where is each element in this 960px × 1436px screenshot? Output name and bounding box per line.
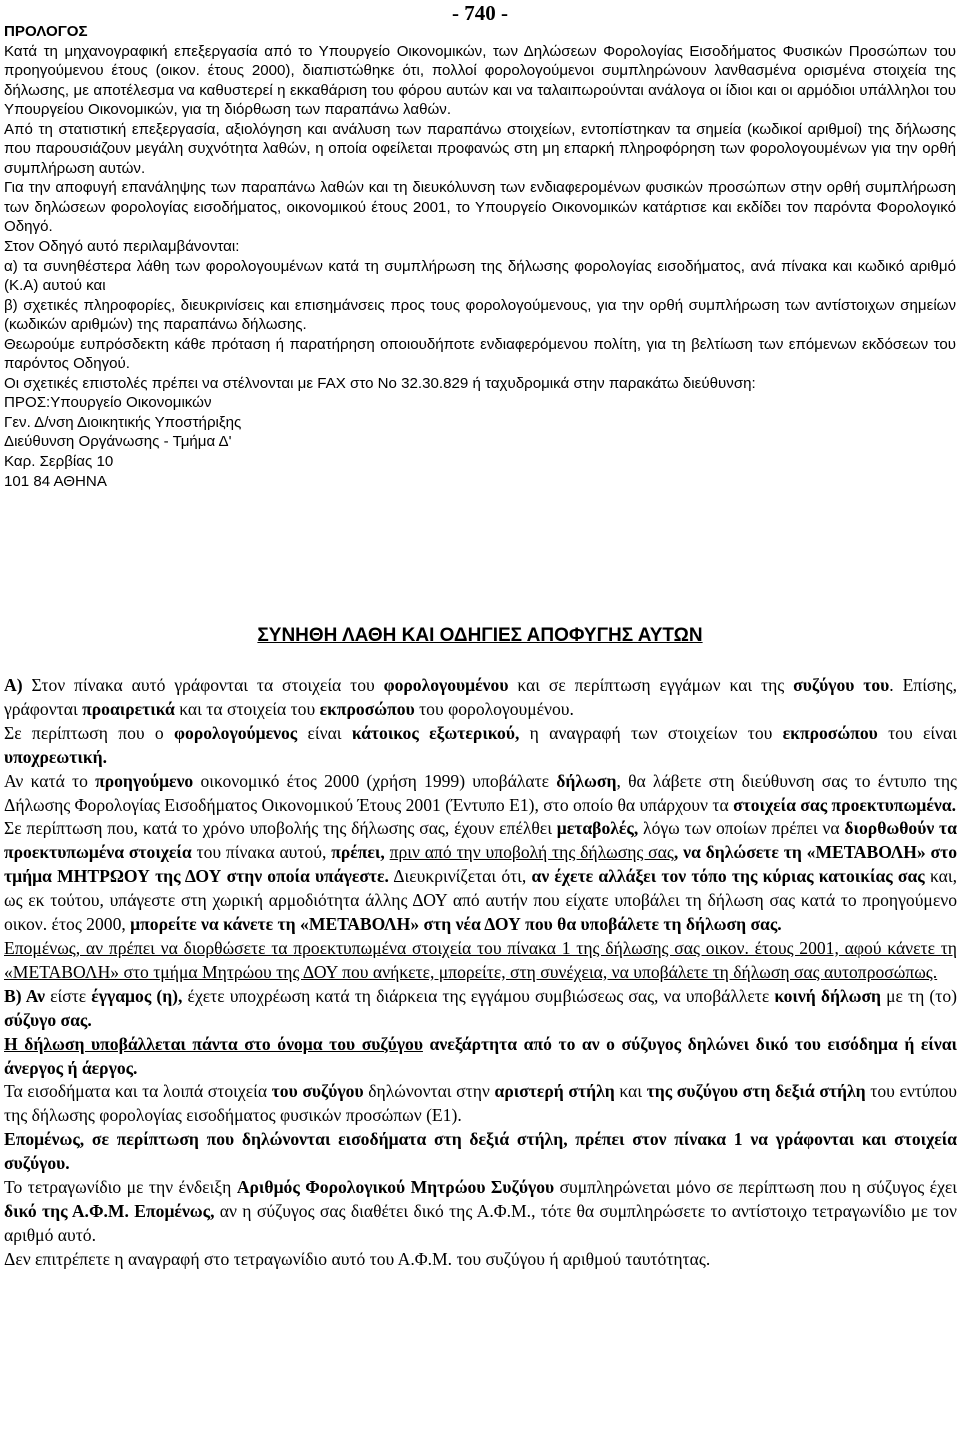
section-b-marker: Β) Αν xyxy=(4,985,45,1006)
section-a-marker: Α) xyxy=(4,675,23,695)
text-span: οικονομικό έτος 2000 (χρήση 1999) υποβάλατε xyxy=(193,770,557,791)
bold-underlined-span: Η δήλωση υποβάλλεται πάντα στο όνομα του συζύγου xyxy=(4,1033,423,1054)
text-span: αν η σύζυγος σας διαθέτει δικό της Α.Φ.Μ., τότε θα συμπληρώσετε το αντίστοιχο τετραγωνίδιο με τον αριθμό αυτό. xyxy=(4,1200,957,1245)
bold-span: μεταβολές, xyxy=(556,818,639,839)
bold-span: , xyxy=(673,842,684,863)
guide-body xyxy=(4,674,957,1272)
text-span: του πίνακα αυτού, xyxy=(191,842,332,863)
section-a-paragraph xyxy=(4,937,957,985)
address-line: ΠΡΟΣ:Υπουργείο Οικονομικών xyxy=(4,394,212,412)
address-line: Διεύθυνση Οργάνωσης - Τμήμα Δ' xyxy=(4,433,232,451)
text-span: Δεν επιτρέπετε η αναγραφή στο τετραγωνίδιο αυτό του Α.Φ.Μ. του συζύγου ή αριθμού ταυτότητας. xyxy=(4,1248,711,1269)
bold-span: σύζυγο σας. xyxy=(4,1009,92,1030)
text-span: Σε περίπτωση που ο xyxy=(4,722,175,743)
text-span: . Επίσης, γράφονται xyxy=(4,675,957,719)
section-a-paragraph xyxy=(4,770,957,818)
text-span: Τα εισοδήματα και τα λοιπά στοιχεία xyxy=(4,1081,272,1102)
text-span: του είναι xyxy=(877,722,958,743)
bold-span: ανεξάρτητα από το αν ο σύζυγος δηλώνει δικό του εισόδημα ή είναι άνεργος ή άεργος. xyxy=(4,1033,957,1078)
bold-span: διορθωθούν τα προεκτυπωμένα στοιχεία xyxy=(4,818,957,863)
preface xyxy=(4,22,956,491)
text-span: και xyxy=(614,1081,647,1102)
bold-span: έγγαμος (η), xyxy=(91,985,183,1006)
text-span: Αν κατά το xyxy=(4,770,96,791)
bold-span: μπορείτε να κάνετε τη «ΜΕΤΑΒΟΛΗ» στη νέα ΔΟΥ που θα υποβάλετε τη δήλωση σας. xyxy=(130,914,782,935)
text-span: και τα στοιχεία του xyxy=(174,698,320,719)
preface-paragraph: β) σχετικές πληροφορίες, διευκρινίσεις και επισημάνσεις προς τους φορολογούμενους, για την ορθή συμπλήρωση των αντίστοιχων σημείων (κωδικών αριθμών) της παραπάνω δήλωσης. xyxy=(4,296,956,334)
text-span: λόγω των οποίων πρέπει να xyxy=(638,818,845,839)
bold-span: στοιχεία σας προεκτυπωμένα. xyxy=(733,794,956,815)
text-span: η αναγραφή των στοιχείων του xyxy=(519,722,783,743)
text-span: είστε xyxy=(44,985,92,1006)
preface-paragraph: Κατά τη μηχανογραφική επεξεργασία από το Υπουργείο Οικονομικών, των Δηλώσεων Φορολογίας Εισοδήματος Φυσικών Προσώπων του προηγούμενου έτους (οικον. έτους 2000), διαπιστώθηκε ότι, πολλοί φορολογούμενοι συμπληρώνουν λανθασμένα ορισμένα στοιχεία της δήλωσης, με αποτέλεσμα να καθυστερεί η εκκαθάριση του φόρου αυτών και να ταλαιπωρούνται ανάλογα οι ίδιοι και οι αρμόδιοι υπάλληλοι του Υπουργείου Οικονομικών, για τη διόρθωση των παραπάνω λαθών. xyxy=(4,42,956,119)
bold-span: συζύγου του xyxy=(793,675,890,695)
section-a-paragraph xyxy=(4,674,957,722)
bold-span: εκπροσώπου xyxy=(319,698,415,719)
underlined-span: Επομένως, αν πρέπει να διορθώσετε τα προεκτυπωμένα στοιχεία του πίνακα 1 της δήλωσης σας οικον. έτους 2001, αφού κάνετε τη «ΜΕΤΑΒΟΛΗ» στο τμήμα Μητρώου της ΔΟΥ που ανήκετε, μπορείτε, στη συνέχεια, να υποβάλετε τη δήλωση σας αυτοπροσώπως. xyxy=(4,937,957,982)
text-span: συμπληρώνεται μόνο σε περίπτωση που η σύζυγος έχει xyxy=(554,1177,958,1198)
section-a-paragraph xyxy=(4,817,957,937)
text-span: και σε περίπτωση εγγάμων και της xyxy=(508,675,794,695)
bold-span: Αριθμός Φορολογικού Μητρώου Συζύγου xyxy=(236,1177,555,1198)
preface-paragraph: Για την αποφυγή επανάληψης των παραπάνω λαθών και τη διευκόλυνση των ενδιαφερομένων φυσικών προσώπων στην ορθή συμπλήρωση των δηλώσεων φορολογίας εισοδήματος, οικονομικού έτους 2001, το Υπουργείο Οικονομικών κατάρτισε και εκδίδει τον παρόντα Φορολογικό Οδηγό. xyxy=(4,179,956,236)
bold-span: φορολογούμενος xyxy=(174,722,298,743)
text-span: Σε περίπτωση που, κατά το χρόνο υποβολής της δήλωσης σας, έχουν επέλθει xyxy=(4,818,557,839)
preface-paragraph: Στον Οδηγό αυτό περιλαμβάνονται: xyxy=(4,238,240,256)
bold-span: δικό της Α.Φ.Μ. xyxy=(4,1200,129,1221)
underlined-span: πριν από την υποβολή της δήλωσης σας xyxy=(389,842,674,863)
bold-span: δήλωση xyxy=(556,770,617,791)
text-span: Διευκρινίζεται ότι, xyxy=(388,866,532,887)
page-number: - 740 - xyxy=(452,1,508,25)
bold-span: προηγούμενο xyxy=(95,770,194,791)
section-b-paragraph xyxy=(4,1128,957,1176)
bold-span: κοινή δήλωση xyxy=(774,985,882,1006)
bold-span: κάτοικος εξωτερικού, xyxy=(351,722,520,743)
bold-span: Επομένως, xyxy=(134,1200,215,1221)
section-b-paragraph xyxy=(4,1176,957,1248)
preface-heading: ΠΡΟΛΟΓΟΣ xyxy=(4,23,88,40)
preface-paragraph: α) τα συνηθέστερα λάθη των φορολογουμένων κατά τη συμπλήρωση της δήλωσης φορολογίας εισοδήματος, ανά πίνακα και κωδικό αριθμό (Κ.Α) αυτού και xyxy=(4,257,956,295)
bold-span: εκπροσώπου xyxy=(782,722,878,743)
text-span: και, ως εκ τούτου, υπάγεστε στη χωρική αρμοδιότητα άλλης ΔΟΥ από αυτήν που είχατε υποβάλει τη δήλωση σας κατά το προηγούμενο οικον. έτος 2000, xyxy=(4,866,957,935)
bold-span: προαιρετικά xyxy=(82,698,175,719)
bold-span: πρέπει, xyxy=(331,842,385,863)
bold-span: να δηλώσετε τη «ΜΕΤΑΒΟΛΗ» στο τμήμα ΜΗΤΡΩΟΥ της ΔΟΥ στην οποία υπάγεστε. xyxy=(4,842,958,887)
text-span: είναι xyxy=(297,722,352,743)
address-line: Καρ. Σερβίας 10 xyxy=(4,453,114,471)
bold-span: υποχρεωτική. xyxy=(4,746,107,767)
section-b-paragraph xyxy=(4,1248,957,1272)
bold-span: Επομένως, σε περίπτωση που δηλώνονται εισοδήματα στη δεξιά στήλη, πρέπει στον πίνακα 1 να γράφονται και στοιχεία συζύγου. xyxy=(4,1129,957,1174)
text-span: με τη (το) xyxy=(881,985,958,1006)
section-a-paragraph xyxy=(4,722,957,770)
bold-span: αριστερή στήλη xyxy=(494,1081,615,1102)
section-title: ΣΥΝΗΘΗ ΛΑΘΗ ΚΑΙ ΟΔΗΓΙΕΣ ΑΠΟΦΥΓΗΣ ΑΥΤΩΝ xyxy=(257,625,703,646)
preface-paragraph: Θεωρούμε ευπρόσδεκτη κάθε πρόταση ή παρατήρηση οποιουδήποτε ενδιαφερόμενου πολίτη, για τη βελτίωση των επόμενων εκδόσεων του παρόντος Οδηγού. xyxy=(4,335,956,373)
preface-paragraph: Οι σχετικές επιστολές πρέπει να στέλνονται με FAX στο Νο 32.30.829 ή ταχυδρομικά στην παρακάτω διεύθυνση: xyxy=(4,374,756,392)
text-span: του φορολογουμένου. xyxy=(414,698,574,719)
section-b-paragraph xyxy=(4,1033,957,1081)
preface-paragraph: Από τη στατιστική επεξεργασία, αξιολόγηση και ανάλυση των παραπάνω στοιχείων, εντοπίστηκαν τα σημεία (κωδικοί αριθμοί) της δήλωσης που παρουσιάζουν μεγάλη συχνότητα λαθών, η οποία οφείλεται προφανώς στη μη επαρκή πληροφόρηση των φορολογουμένων για την ορθή συμπλήρωση αυτών. xyxy=(4,120,956,177)
address-line: 101 84 ΑΘΗΝΑ xyxy=(4,472,107,490)
text-span: έχετε υποχρέωση κατά τη διάρκεια της εγγάμου συμβιώσεως σας, να υποβάλλετε xyxy=(182,985,775,1006)
bold-span: αν έχετε αλλάξει τον τόπο της κύριας κατοικίας σας xyxy=(531,866,925,887)
text-span: , θα λάβετε στη διεύθυνση σας το έντυπο της Δήλωσης Φορολογίας Εισοδήματος Οικονομικού Έτους 2001 (Έντυπο Ε1), στο οποίο θα υπάρχουν τα xyxy=(4,770,957,815)
section-b-paragraph xyxy=(4,985,957,1033)
bold-span: φορολογουμένου xyxy=(383,675,509,695)
text-span: Το τετραγωνίδιο με την ένδειξη xyxy=(4,1177,237,1198)
text-span: του εντύπου της δήλωσης φορολογίας εισοδήματος φυσικών προσώπων (Ε1). xyxy=(4,1081,957,1126)
bold-span: της συζύγου στη δεξιά στήλη xyxy=(646,1081,866,1102)
text-span: Στον πίνακα αυτό γράφονται τα στοιχεία του xyxy=(22,675,384,695)
text-span: δηλώνονται στην xyxy=(363,1081,495,1102)
address-line: Γεν. Δ/νση Διοικητικής Υποστήριξης xyxy=(4,413,242,431)
bold-span: του συζύγου xyxy=(271,1081,364,1102)
section-b-paragraph xyxy=(4,1080,957,1128)
